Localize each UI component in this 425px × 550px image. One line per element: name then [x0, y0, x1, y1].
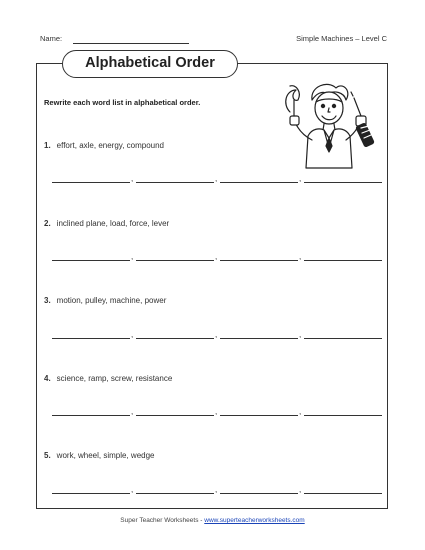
- question-words: effort, axle, energy, compound: [56, 141, 164, 150]
- answer-blank[interactable]: [52, 331, 130, 339]
- answer-blank[interactable]: [220, 486, 298, 494]
- question-words: work, wheel, simple, wedge: [56, 451, 155, 460]
- question-number: 3.: [44, 296, 51, 305]
- name-label: Name:: [40, 34, 63, 43]
- question-1: [44, 141, 164, 150]
- question-words: inclined plane, load, force, lever: [56, 219, 170, 228]
- answer-blank[interactable]: [136, 331, 214, 339]
- answer-blank[interactable]: [136, 253, 214, 261]
- answer-blank[interactable]: [304, 408, 382, 416]
- question-words: science, ramp, screw, resistance: [56, 374, 173, 383]
- answer-blank[interactable]: [220, 175, 298, 183]
- answer-row-2: , , ,: [52, 253, 382, 261]
- answer-blank[interactable]: [220, 253, 298, 261]
- answer-blank[interactable]: [136, 408, 214, 416]
- question-number: 2.: [44, 219, 51, 228]
- question-number: 1.: [44, 141, 51, 150]
- answer-row-1: , , ,: [52, 175, 382, 183]
- question-4: [44, 374, 172, 383]
- question-5: [44, 451, 155, 460]
- footer: [0, 517, 425, 524]
- question-number: 4.: [44, 374, 51, 383]
- answer-blank[interactable]: [52, 408, 130, 416]
- question-number: 5.: [44, 451, 51, 460]
- answer-blank[interactable]: [304, 331, 382, 339]
- answer-row-5: , , ,: [52, 486, 382, 494]
- page-title: Alphabetical Order: [62, 50, 238, 78]
- worker-mascot-icon: [272, 78, 382, 170]
- question-2: [44, 219, 169, 228]
- answer-blank[interactable]: [52, 175, 130, 183]
- question-3: [44, 296, 166, 305]
- footer-link[interactable]: www.superteacherworksheets.com: [204, 517, 305, 524]
- answer-blank[interactable]: [136, 175, 214, 183]
- answer-blank[interactable]: [220, 408, 298, 416]
- question-words: motion, pulley, machine, power: [56, 296, 167, 305]
- answer-blank[interactable]: [220, 331, 298, 339]
- answer-row-4: , , ,: [52, 408, 382, 416]
- instructions: Rewrite each word list in alphabetical order.: [44, 98, 201, 107]
- answer-blank[interactable]: [52, 486, 130, 494]
- answer-row-3: , , ,: [52, 331, 382, 339]
- answer-blank[interactable]: [304, 175, 382, 183]
- footer-site-name: Super Teacher Worksheets: [120, 517, 199, 524]
- answer-blank[interactable]: [52, 253, 130, 261]
- answer-blank[interactable]: [304, 253, 382, 261]
- footer-separator: -: [200, 517, 203, 524]
- answer-blank[interactable]: [304, 486, 382, 494]
- worksheet-level: Simple Machines – Level C: [296, 34, 387, 43]
- name-field[interactable]: [73, 43, 189, 44]
- answer-blank[interactable]: [136, 486, 214, 494]
